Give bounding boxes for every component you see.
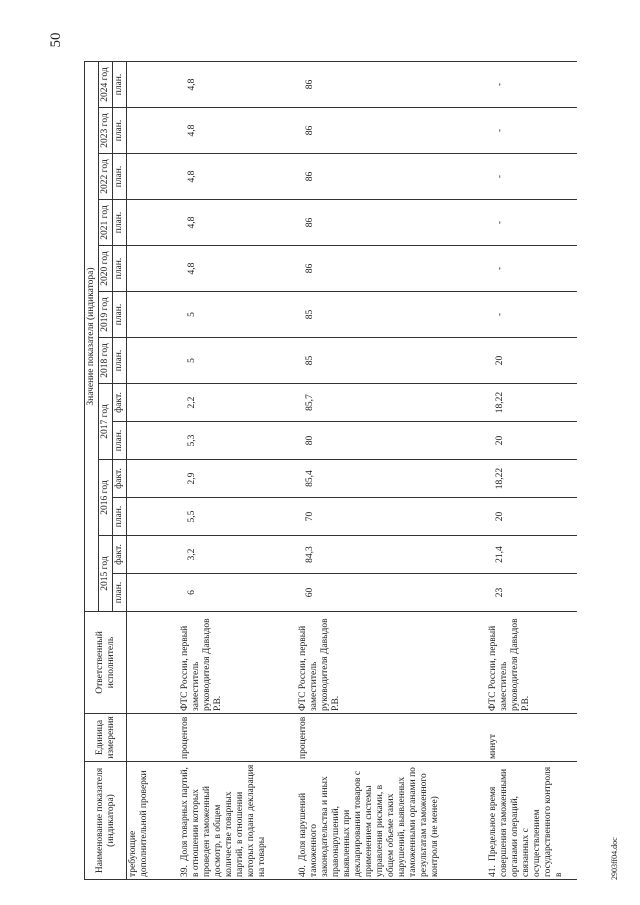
year-2023: 2023 год — [99, 108, 113, 154]
responsible-cell: ФТС России, первый заместитель руководителя Давыдов Р.В. — [297, 612, 487, 714]
year-2015: 2015 год — [99, 536, 113, 612]
value-cell: 85,7 — [297, 384, 487, 422]
value-cell: 5,3 — [179, 422, 297, 460]
value-cell: - — [487, 154, 577, 200]
row-index: 39. — [179, 865, 190, 877]
value-cell: 85,4 — [297, 460, 487, 498]
value-cell: 85 — [297, 292, 487, 338]
unit-cell: процентов — [297, 714, 487, 762]
responsible-cell: ФТС России, первый заместитель руководителя Давыдов Р.В. — [487, 612, 577, 714]
year-2016: 2016 год — [99, 460, 113, 536]
unit-cell: минут — [487, 714, 577, 762]
table-row — [297, 62, 487, 880]
value-cell: 5 — [179, 338, 297, 384]
year-2018: 2018 год — [99, 338, 113, 384]
fact-label: факт. — [113, 384, 127, 422]
year-2022: 2022 год — [99, 154, 113, 200]
plan-label: план. — [113, 62, 127, 108]
header-name: Наименование показателя (индикатора) — [85, 762, 127, 880]
header-responsible: Ответственный исполнитель — [85, 612, 127, 714]
value-cell: 3,2 — [179, 536, 297, 574]
value-cell: 85 — [297, 338, 487, 384]
value-cell: - — [487, 108, 577, 154]
value-cell: 23 — [487, 574, 577, 612]
value-cell: 86 — [297, 154, 487, 200]
value-cell: 86 — [297, 200, 487, 246]
year-2017: 2017 год — [99, 384, 113, 460]
value-cell: 21,4 — [487, 536, 577, 574]
value-cell: 2,2 — [179, 384, 297, 422]
value-cell: 18,22 — [487, 384, 577, 422]
indicator-name: 40.Доля нарушений таможенного законодательства и иных правонарушений, выявленных при декларировании товаров с применением системы управления рисками, в общем объеме таких нарушений, выявленных таможенными органами по результатам таможенного контроля (не менее) — [297, 762, 487, 880]
indicator-name: 39.Доля товарных партий, в отношении которых проведен таможенный досмотр, в общем количестве товарных партий, в отношении которых подана декларация на товары — [179, 762, 297, 880]
value-cell: 4,8 — [179, 62, 297, 108]
value-cell: 2,9 — [179, 460, 297, 498]
value-cell: 6 — [179, 574, 297, 612]
indicator-name: требующие дополнительной проверки — [127, 762, 179, 880]
value-cell: - — [487, 246, 577, 292]
responsible-cell — [127, 612, 179, 714]
value-cell: 5,5 — [179, 498, 297, 536]
year-2019: 2019 год — [99, 292, 113, 338]
value-cell: 70 — [297, 498, 487, 536]
fact-label: факт. — [113, 536, 127, 574]
header-unit: Единица измерения — [85, 714, 127, 762]
table-row — [487, 62, 577, 880]
plan-label: план. — [113, 108, 127, 154]
responsible-cell: ФТС России, первый заместитель руководителя Давыдов Р.В. — [179, 612, 297, 714]
plan-label: план. — [113, 422, 127, 460]
value-cell: 20 — [487, 498, 577, 536]
plan-label: план. — [113, 292, 127, 338]
value-cell: 86 — [297, 108, 487, 154]
row-index: 40. — [297, 865, 308, 877]
value-cell: - — [487, 62, 577, 108]
plan-label: план. — [113, 200, 127, 246]
value-cell: 80 — [297, 422, 487, 460]
value-cell: 86 — [297, 246, 487, 292]
unit-cell: процентов — [179, 714, 297, 762]
table-row — [179, 62, 297, 880]
indicators-table — [84, 61, 577, 880]
plan-label: план. — [113, 246, 127, 292]
value-cell: 60 — [297, 574, 487, 612]
value-cell: 4,8 — [179, 154, 297, 200]
page-number: 50 — [48, 32, 64, 48]
value-cell: 4,8 — [179, 246, 297, 292]
value-cell: - — [487, 200, 577, 246]
fact-label: факт. — [113, 460, 127, 498]
unit-cell — [127, 714, 179, 762]
landscape-content — [48, 20, 619, 880]
plan-label: план. — [113, 574, 127, 612]
value-cell: 20 — [487, 338, 577, 384]
plan-label: план. — [113, 498, 127, 536]
row-index: 41. — [487, 865, 498, 877]
plan-label: план. — [113, 154, 127, 200]
file-name-footer: 2903ff04.doc — [610, 837, 619, 880]
value-cell: 4,8 — [179, 108, 297, 154]
plan-label: план. — [113, 338, 127, 384]
value-cell: 5 — [179, 292, 297, 338]
value-cell: 20 — [487, 422, 577, 460]
year-2021: 2021 год — [99, 200, 113, 246]
header-group: Значение показателя (индикатора) — [85, 62, 99, 612]
table-header — [85, 62, 127, 880]
year-2020: 2020 год — [99, 246, 113, 292]
table-row — [127, 62, 179, 880]
value-cell: 86 — [297, 62, 487, 108]
value-cell: 84,3 — [297, 536, 487, 574]
value-cell: 4,8 — [179, 200, 297, 246]
value-cell: 18,22 — [487, 460, 577, 498]
value-cell: - — [487, 292, 577, 338]
indicator-name: 41.Предельное время совершения таможенными органами операций, связанных с осуществлением государственного контроля в — [487, 762, 577, 880]
year-2024: 2024 год — [99, 62, 113, 108]
